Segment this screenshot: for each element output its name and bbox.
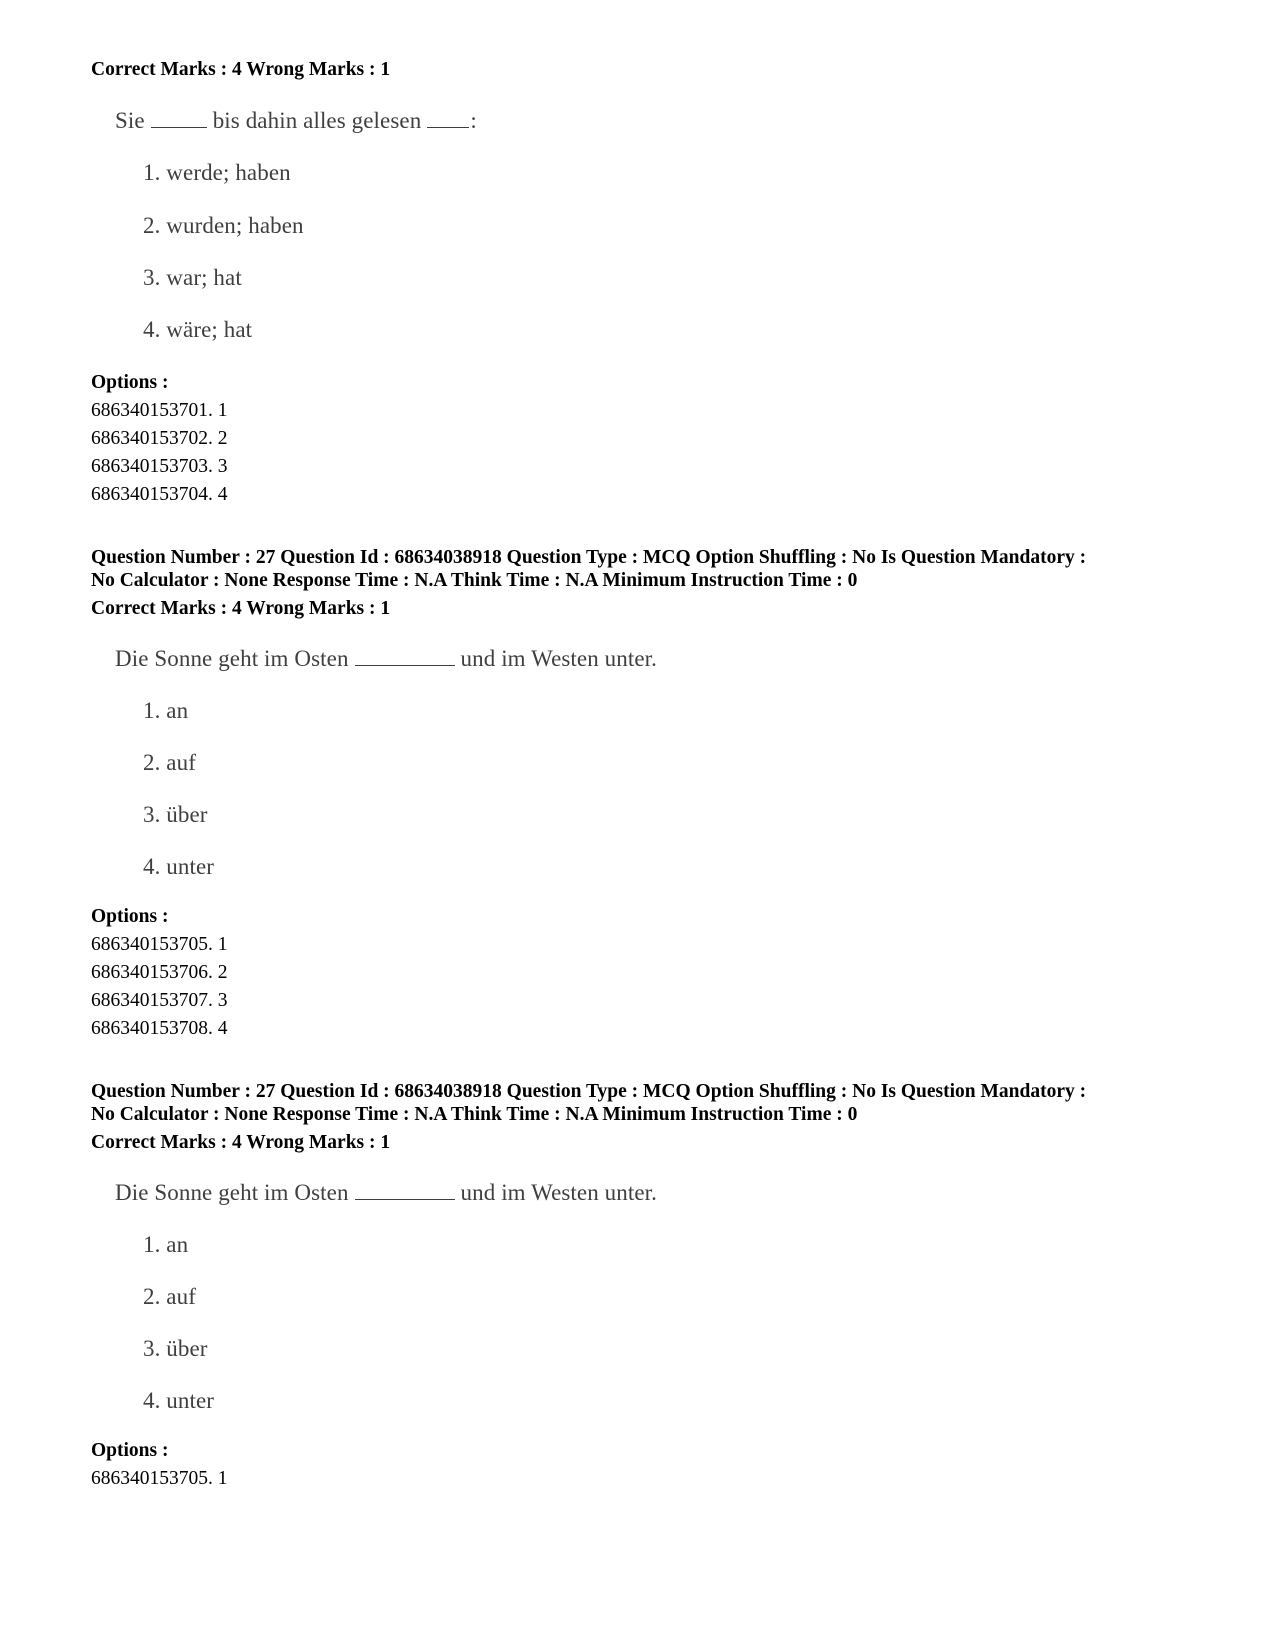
question-text — [115, 645, 657, 673]
choice-item: 3. war; hat — [143, 265, 242, 290]
option-id: 686340153701. 1 — [91, 400, 228, 421]
choice-item: 4. unter — [143, 1388, 215, 1413]
question-text-part: Die Sonne geht im Osten — [115, 646, 349, 671]
question-text-part: bis dahin alles gelesen — [212, 108, 422, 133]
question-header-line: Question Number : 27 Question Id : 68634038918 Question Type : MCQ Option Shuffling : No Is Question Mandatory : — [91, 547, 1087, 568]
choice-item: 2. auf — [143, 750, 196, 775]
choice-item: 1. an — [143, 698, 189, 723]
option-id: 686340153702. 2 — [91, 428, 228, 449]
question-header-line: No Calculator : None Response Time : N.A Think Time : N.A Minimum Instruction Time : 0 — [91, 1104, 858, 1125]
question-header-line: No Calculator : None Response Time : N.A Think Time : N.A Minimum Instruction Time : 0 — [91, 570, 858, 591]
question-text-part: und im Westen unter. — [460, 1180, 658, 1205]
options-label: Options : — [91, 1440, 169, 1461]
choice-item: 4. wäre; hat — [143, 317, 253, 342]
answer-blank — [355, 645, 455, 666]
question-text — [115, 107, 477, 135]
question-text-part: Die Sonne geht im Osten — [115, 1180, 349, 1205]
choice-item: 2. auf — [143, 1284, 196, 1309]
option-id: 686340153708. 4 — [91, 1018, 228, 1039]
marks-line: Correct Marks : 4 Wrong Marks : 1 — [91, 1132, 391, 1153]
question-text-part: Sie — [115, 108, 145, 133]
question-text-part: : — [470, 108, 477, 133]
answer-blank — [151, 107, 207, 128]
choice-item: 2. wurden; haben — [143, 213, 304, 238]
options-label: Options : — [91, 906, 169, 927]
question-text-part: und im Westen unter. — [460, 646, 658, 671]
answer-blank — [355, 1179, 455, 1200]
choice-item: 1. werde; haben — [143, 160, 291, 185]
answer-blank — [427, 107, 469, 128]
question-text — [115, 1179, 657, 1207]
option-id: 686340153704. 4 — [91, 484, 228, 505]
option-id: 686340153703. 3 — [91, 456, 228, 477]
option-id: 686340153705. 1 — [91, 934, 228, 955]
options-label: Options : — [91, 372, 169, 393]
marks-line: Correct Marks : 4 Wrong Marks : 1 — [91, 59, 391, 80]
option-id: 686340153707. 3 — [91, 990, 228, 1011]
option-id: 686340153706. 2 — [91, 962, 228, 983]
choice-item: 3. über — [143, 1336, 208, 1361]
choice-item: 3. über — [143, 802, 208, 827]
choice-item: 4. unter — [143, 854, 215, 879]
choice-item: 1. an — [143, 1232, 189, 1257]
marks-line: Correct Marks : 4 Wrong Marks : 1 — [91, 598, 391, 619]
question-header-line: Question Number : 27 Question Id : 68634038918 Question Type : MCQ Option Shuffling : No Is Question Mandatory : — [91, 1081, 1087, 1102]
option-id: 686340153705. 1 — [91, 1468, 228, 1489]
